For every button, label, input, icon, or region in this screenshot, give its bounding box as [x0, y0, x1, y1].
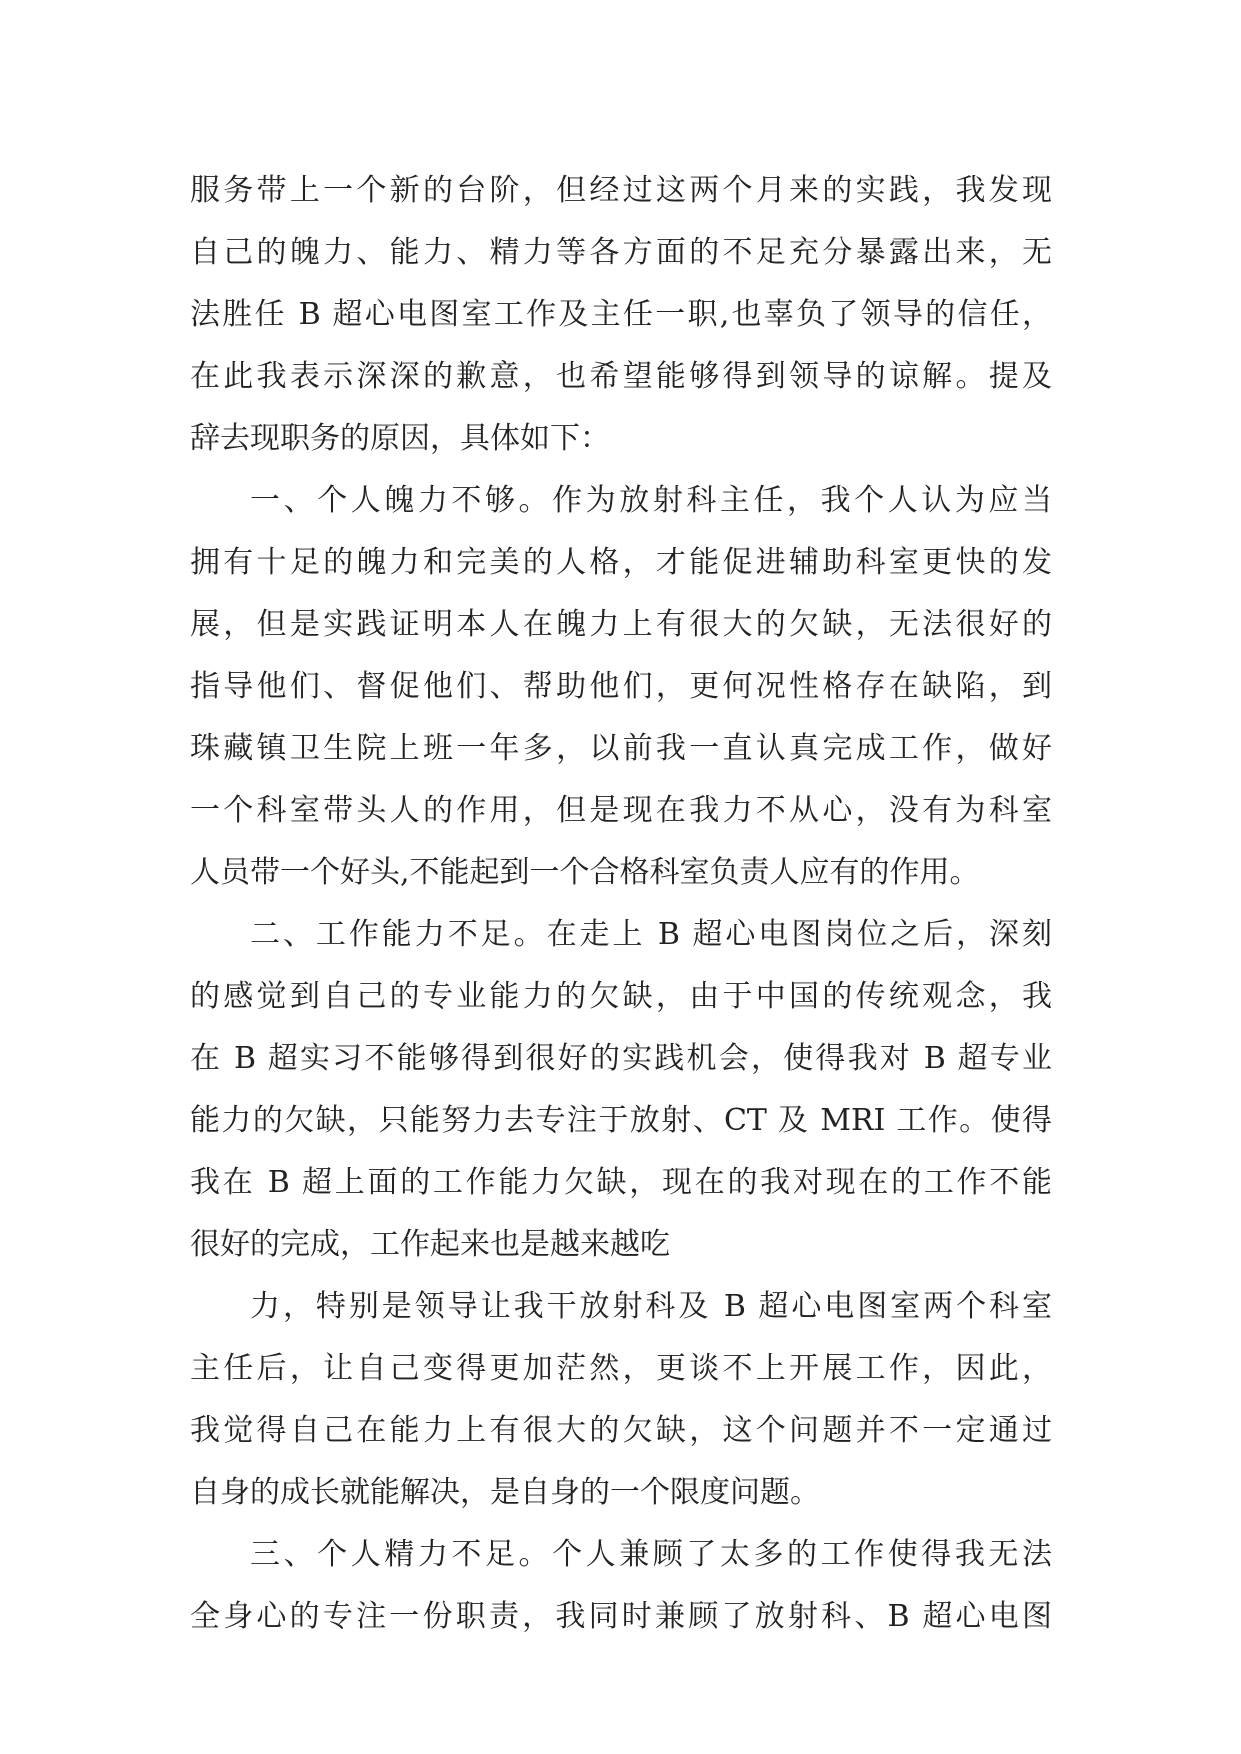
- text-line: 二、工作能力不足。在走上 B 超心电图岗位之后，深刻: [250, 917, 1052, 952]
- text-line: 人员带一个好头,不能起到一个合格科室负责人应有的作用。: [190, 855, 980, 890]
- text-line: 法胜任 B 超心电图室工作及主任一职,也辜负了领导的信任，: [190, 297, 1052, 332]
- text-line: 拥有十足的魄力和完美的人格，才能促进辅助科室更快的发: [190, 545, 1052, 580]
- text-line: 一、个人魄力不够。作为放射科主任，我个人认为应当: [250, 483, 1052, 518]
- text-line: 珠藏镇卫生院上班一年多，以前我一直认真完成工作，做好: [190, 731, 1052, 766]
- text-line: 展，但是实践证明本人在魄力上有很大的欠缺，无法很好的: [190, 607, 1052, 642]
- text-line: 主任后，让自己变得更加茫然，更谈不上开展工作，因此，: [190, 1351, 1052, 1386]
- text-line: 自己的魄力、能力、精力等各方面的不足充分暴露出来，无: [190, 235, 1052, 270]
- text-line: 我觉得自己在能力上有很大的欠缺，这个问题并不一定通过: [190, 1413, 1052, 1448]
- text-line: 一个科室带头人的作用，但是现在我力不从心，没有为科室: [190, 793, 1052, 828]
- text-line: 三、个人精力不足。个人兼顾了太多的工作使得我无法: [250, 1537, 1052, 1572]
- text-line: 我在 B 超上面的工作能力欠缺，现在的我对现在的工作不能: [190, 1165, 1052, 1200]
- text-line: 辞去现职务的原因，具体如下：: [190, 421, 610, 456]
- text-line: 力，特别是领导让我干放射科及 B 超心电图室两个科室: [250, 1289, 1052, 1324]
- text-line: 自身的成长就能解决，是自身的一个限度问题。: [190, 1475, 820, 1510]
- body-text: [190, 160, 1052, 1648]
- text-line: 的感觉到自己的专业能力的欠缺，由于中国的传统观念，我: [190, 979, 1052, 1014]
- text-line: 全身心的专注一份职责，我同时兼顾了放射科、B 超心电图: [190, 1599, 1052, 1634]
- text-line: 很好的完成，工作起来也是越来越吃: [190, 1227, 670, 1262]
- text-line: 指导他们、督促他们、帮助他们，更何况性格存在缺陷，到: [190, 669, 1052, 704]
- text-line: 在此我表示深深的歉意，也希望能够得到领导的谅解。提及: [190, 359, 1052, 394]
- text-line: 能力的欠缺，只能努力去专注于放射、CT 及 MRI 工作。使得: [190, 1103, 1052, 1138]
- text-line: 在 B 超实习不能够得到很好的实践机会，使得我对 B 超专业: [190, 1041, 1052, 1076]
- text-line: 服务带上一个新的台阶，但经过这两个月来的实践，我发现: [190, 173, 1052, 208]
